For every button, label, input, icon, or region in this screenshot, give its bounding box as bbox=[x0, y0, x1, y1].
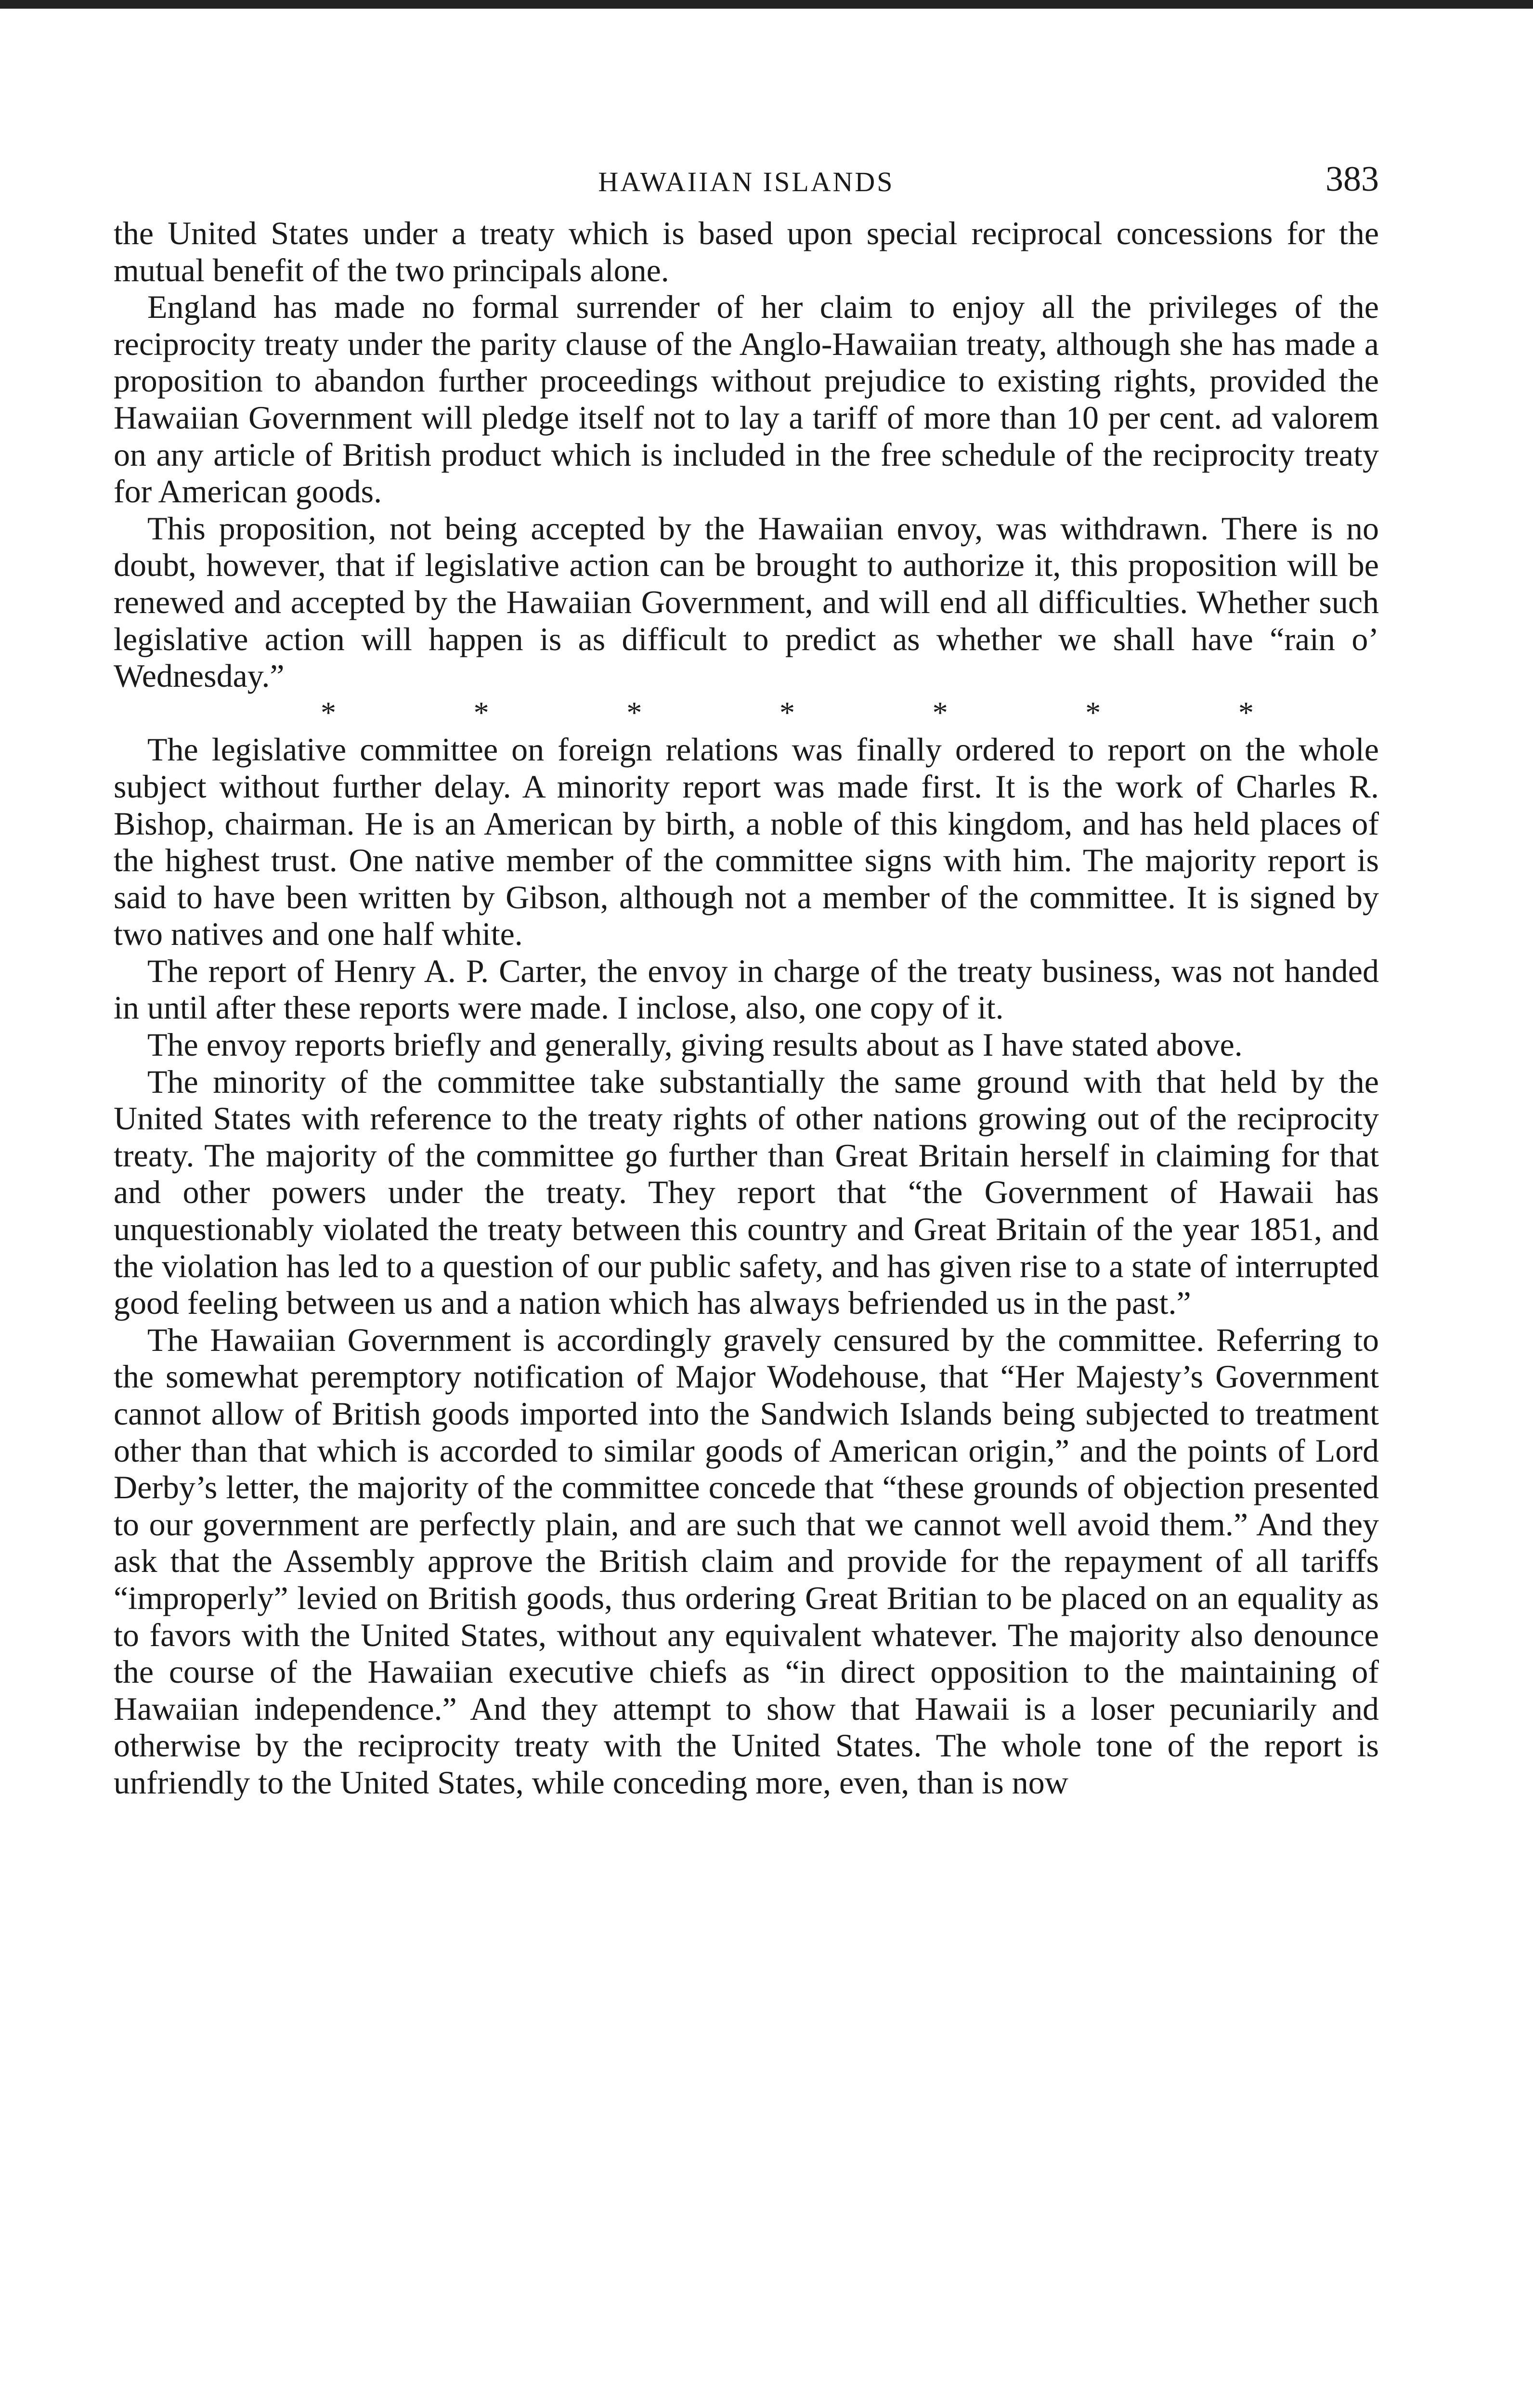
paragraph: The minority of the committee take substantially the same ground with that held by the United States with reference to the treaty rights of other nations growing out of the reciprocity treaty. The majority of the committee go further than Great Britain herself in claiming for that and other powers under the treaty. They report that “the Government of Hawaii has unquestionably violated the treaty between this country and Great Britain of the year 1851, and the violation has led to a question of our public safety, and has given rise to a state of interrupted good feeling between us and a nation which has always befriended us in the past.” bbox=[114, 1063, 1379, 1322]
asterisk: * bbox=[932, 695, 948, 730]
paragraph: The Hawaiian Government is accordingly gravely censured by the committee. Referring to the somewhat peremptory notification of Major Wodehouse, that “Her Majesty’s Government cannot allow of British goods imported into the Sandwich Islands being subjected to treatment other than that which is accorded to similar goods of American origin,” and the points of Lord Derby’s letter, the majority of the committee concede that “these grounds of objection presented to our government are perfectly plain, and are such that we cannot well avoid them.” And they ask that the Assembly approve the British claim and provide for the repayment of all tariffs “improperly” levied on British goods, thus ordering Great Britian to be placed on an equality as to favors with the United States, without any equivalent whatever. The majority also denounce the course of the Hawaiian executive chiefs as “in direct opposition to the maintaining of Hawaiian independence.” And they attempt to show that Hawaii is a loser pecuniarily and otherwise by the reciprocity treaty with the United States. The whole tone of the report is unfriendly to the United States, while conceding more, even, than is now bbox=[114, 1321, 1379, 1801]
asterisk: * bbox=[626, 695, 642, 730]
running-title: HAWAIIAN ISLANDS bbox=[598, 166, 895, 197]
paragraph: This proposition, not being accepted by the Hawaiian envoy, was withdrawn. There is no doubt, however, that if legislative action can be brought to authorize it, this proposition will be renewed and accepted by the Hawaiian Government, and will end all difficulties. Whether such legislative action will happen is as difficult to predict as whether we shall have “rain o’ Wednesday.” bbox=[114, 510, 1379, 694]
book-page bbox=[114, 159, 1379, 1801]
asterisk: * bbox=[1238, 695, 1254, 730]
running-head bbox=[114, 159, 1379, 205]
asterisk: * bbox=[1085, 695, 1101, 730]
paragraph: The report of Henry A. P. Carter, the envoy in charge of the treaty business, was not handed in until after these reports were made. I inclose, also, one copy of it. bbox=[114, 952, 1379, 1026]
asterisk: * bbox=[473, 695, 489, 730]
paragraph: The envoy reports briefly and generally, giving results about as I have stated above. bbox=[147, 1026, 1243, 1063]
paragraph-continuation: the United States under a treaty which is based upon special reciprocal concessions for the mutual benefit of the two principals alone. bbox=[114, 215, 1379, 288]
paragraph: The legislative committee on foreign relations was finally ordered to report on the whole subject without further delay. A minority report was made first. It is the work of Charles R. Bishop, chairman. He is an American by birth, a noble of this kingdom, and has held places of the highest trust. One native member of the committee signs with him. The majority report is said to have been written by Gibson, although not a member of the committee. It is signed by two natives and one half white. bbox=[114, 731, 1379, 953]
body-text bbox=[114, 215, 1379, 1801]
paragraph: England has made no formal surrender of her claim to enjoy all the privileges of the reciprocity treaty under the parity clause of the Anglo-Hawaiian treaty, although she has made a proposition to abandon further proceedings without prejudice to existing rights, provided the Hawaiian Government will pledge itself not to lay a tariff of more than 10 per cent. ad valorem on any article of British product which is included in the free schedule of the reciprocity treaty for American goods. bbox=[114, 288, 1379, 510]
asterisk: * bbox=[321, 695, 336, 730]
asterisk: * bbox=[779, 695, 795, 730]
page-number: 383 bbox=[1325, 159, 1379, 199]
section-break-asterisks bbox=[114, 694, 1379, 732]
top-scan-border bbox=[0, 0, 1533, 9]
